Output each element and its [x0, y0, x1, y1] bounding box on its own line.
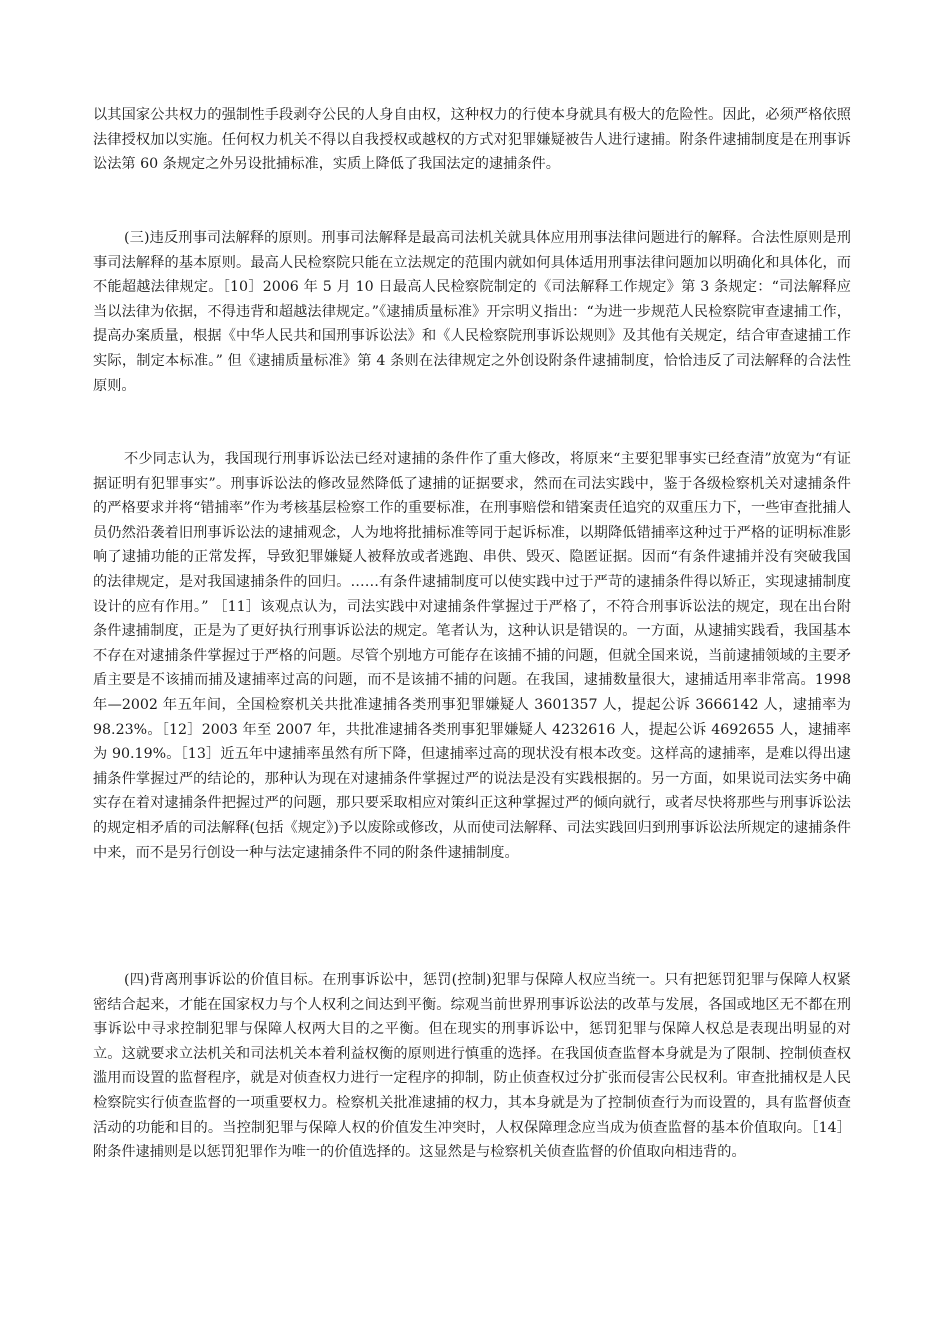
paragraph-continuation: 以其国家公共权力的强制性手段剥夺公民的人身自由权，这种权力的行使本身就具有极大的危险性。因此，必须严格依照法律授权加以实施。任何权力机关不得以自我授权或越权的方式对犯罪嫌疑被告人进行逮捕。附条件逮捕制度是在刑事诉讼法第 60 条规定之外另设批捕标准，实质上降低了我国法定的逮捕条件。 [93, 107, 851, 173]
paragraph-section-four: (四)背离刑事诉讼的价值目标。在刑事诉讼中，惩罚(控制)犯罪与保障人权应当统一。只有把惩罚犯罪与保障人权紧密结合起来，才能在国家权力与个人权利之间达到平衡。综观当前世界刑事诉讼法的改革与发展，各国或地区无不都在刑事诉讼中寻求控制犯罪与保障人权两大目的之平衡。但在现实的刑事诉讼中，惩罚犯罪与保障人权总是表现出明显的对立。这就要求立法机关和司法机关本着利益权衡的原则进行慎重的选择。在我国侦查监督本身就是为了限制、控制侦查权滥用而设置的监督程序，就是对侦查权力进行一定程序的抑制，防止侦查权过分扩张而侵害公民权利。审查批捕权是人民检察院实行侦查监督的一项重要权力。检察机关批准逮捕的权力，其本身就是为了控制侦查行为而设置的，具有监督侦查活动的功能和目的。当控制犯罪与保障人权的价值发生冲突时，人权保障理念应当成为侦查监督的基本价值取向。［14］附条件逮捕则是以惩罚犯罪作为唯一的价值选择的。这显然是与检察机关侦查监督的价值取向相违背的。 [93, 972, 851, 1161]
paragraph-section-three: (三)违反刑事司法解释的原则。刑事司法解释是最高司法机关就具体应用刑事法律问题进行的解释。合法性原则是刑事司法解释的基本原则。最高人民检察院只能在立法规定的范围内就如何具体适用刑事法律问题加以明确化和具体化，而不能超越法律规定。［10］2006 年 5 月 10 日最高人民检察院制定的《司法解释工作规定》第 3 条规定：“司法解释应当以法律为依据，不得违背和超越法律规定。”《逮捕质量标准》开宗明义指出：“为进一步规范人民检察院审查逮捕工作，提高办案质量，根据《中华人民共和国刑事诉讼法》和《人民检察院刑事诉讼规则》及其他有关规定，结合审查逮捕工作实际，制定本标准。” 但《逮捕质量标准》第 4 条则在法律规定之外创设附条件逮捕制度，恰恰违反了司法解释的合法性原则。 [93, 230, 851, 394]
paragraph-arrest-rate: 不少同志认为，我国现行刑事诉讼法已经对逮捕的条件作了重大修改，将原来“主要犯罪事实已经查清”放宽为“有证据证明有犯罪事实”。刑事诉讼法的修改显然降低了逮捕的证据要求，然而在司法实践中，鉴于各级检察机关对逮捕条件的严格要求并将“错捕率”作为考核基层检察工作的重要标准，在刑事赔偿和错案责任追究的双重压力下，一些审查批捕人员仍然沿袭着旧刑事诉讼法的逮捕观念，人为地将批捕标准等同于起诉标准，以期降低错捕率这种过于严格的证明标准影响了逮捕功能的正常发挥，导致犯罪嫌疑人被释放或者逃跑、串供、毁灭、隐匿证据。因而“有条件逮捕并没有突破我国的法律规定，是对我国逮捕条件的回归。……有条件逮捕制度可以使实践中过于严苛的逮捕条件得以矫正，实现逮捕制度设计的应有作用。” ［11］该观点认为，司法实践中对逮捕条件掌握过于严格了，不符合刑事诉讼法的规定，现在出台附条件逮捕制度，正是为了更好执行刑事诉讼法的规定。笔者认为，这种认识是错误的。一方面，从逮捕实践看，我国基本不存在对逮捕条件掌握过于严格的问题。尽管个别地方可能存在该捕不捕的问题，但就全国来说，当前逮捕领域的主要矛盾主要是不该捕而捕及逮捕率过高的问题，而不是该捕不捕的问题。在我国，逮捕数量很大，逮捕适用率非常高。1998 年—2002 年五年间，全国检察机关共批准逮捕各类刑事犯罪嫌疑人 3601357 人，提起公诉 3666142 人，逮捕率为 98.23%。［12］2003 年至 2007 年，共批准逮捕各类刑事犯罪嫌疑人 4232616 人，提起公诉 4692655 人，逮捕率为 90.19%。［13］近五年中逮捕率虽然有所下降，但逮捕率过高的现状没有根本改变。这样高的逮捕率，是难以得出逮捕条件掌握过严的结论的，那种认为现在对逮捕条件掌握过严的说法是没有实践根据的。另一方面，如果说司法实务中确实存在着对逮捕条件把握过严的问题，那只要采取相应对策纠正这种掌握过严的倾向就行，或者尽快将那些与刑事诉讼法的规定相矛盾的司法解释(包括《规定》)予以废除或修改，从而使司法解释、司法实践回归到刑事诉讼法所规定的逮捕条件中来，而不是另行创设一种与法定逮捕条件不同的附条件逮捕制度。 [93, 451, 851, 861]
